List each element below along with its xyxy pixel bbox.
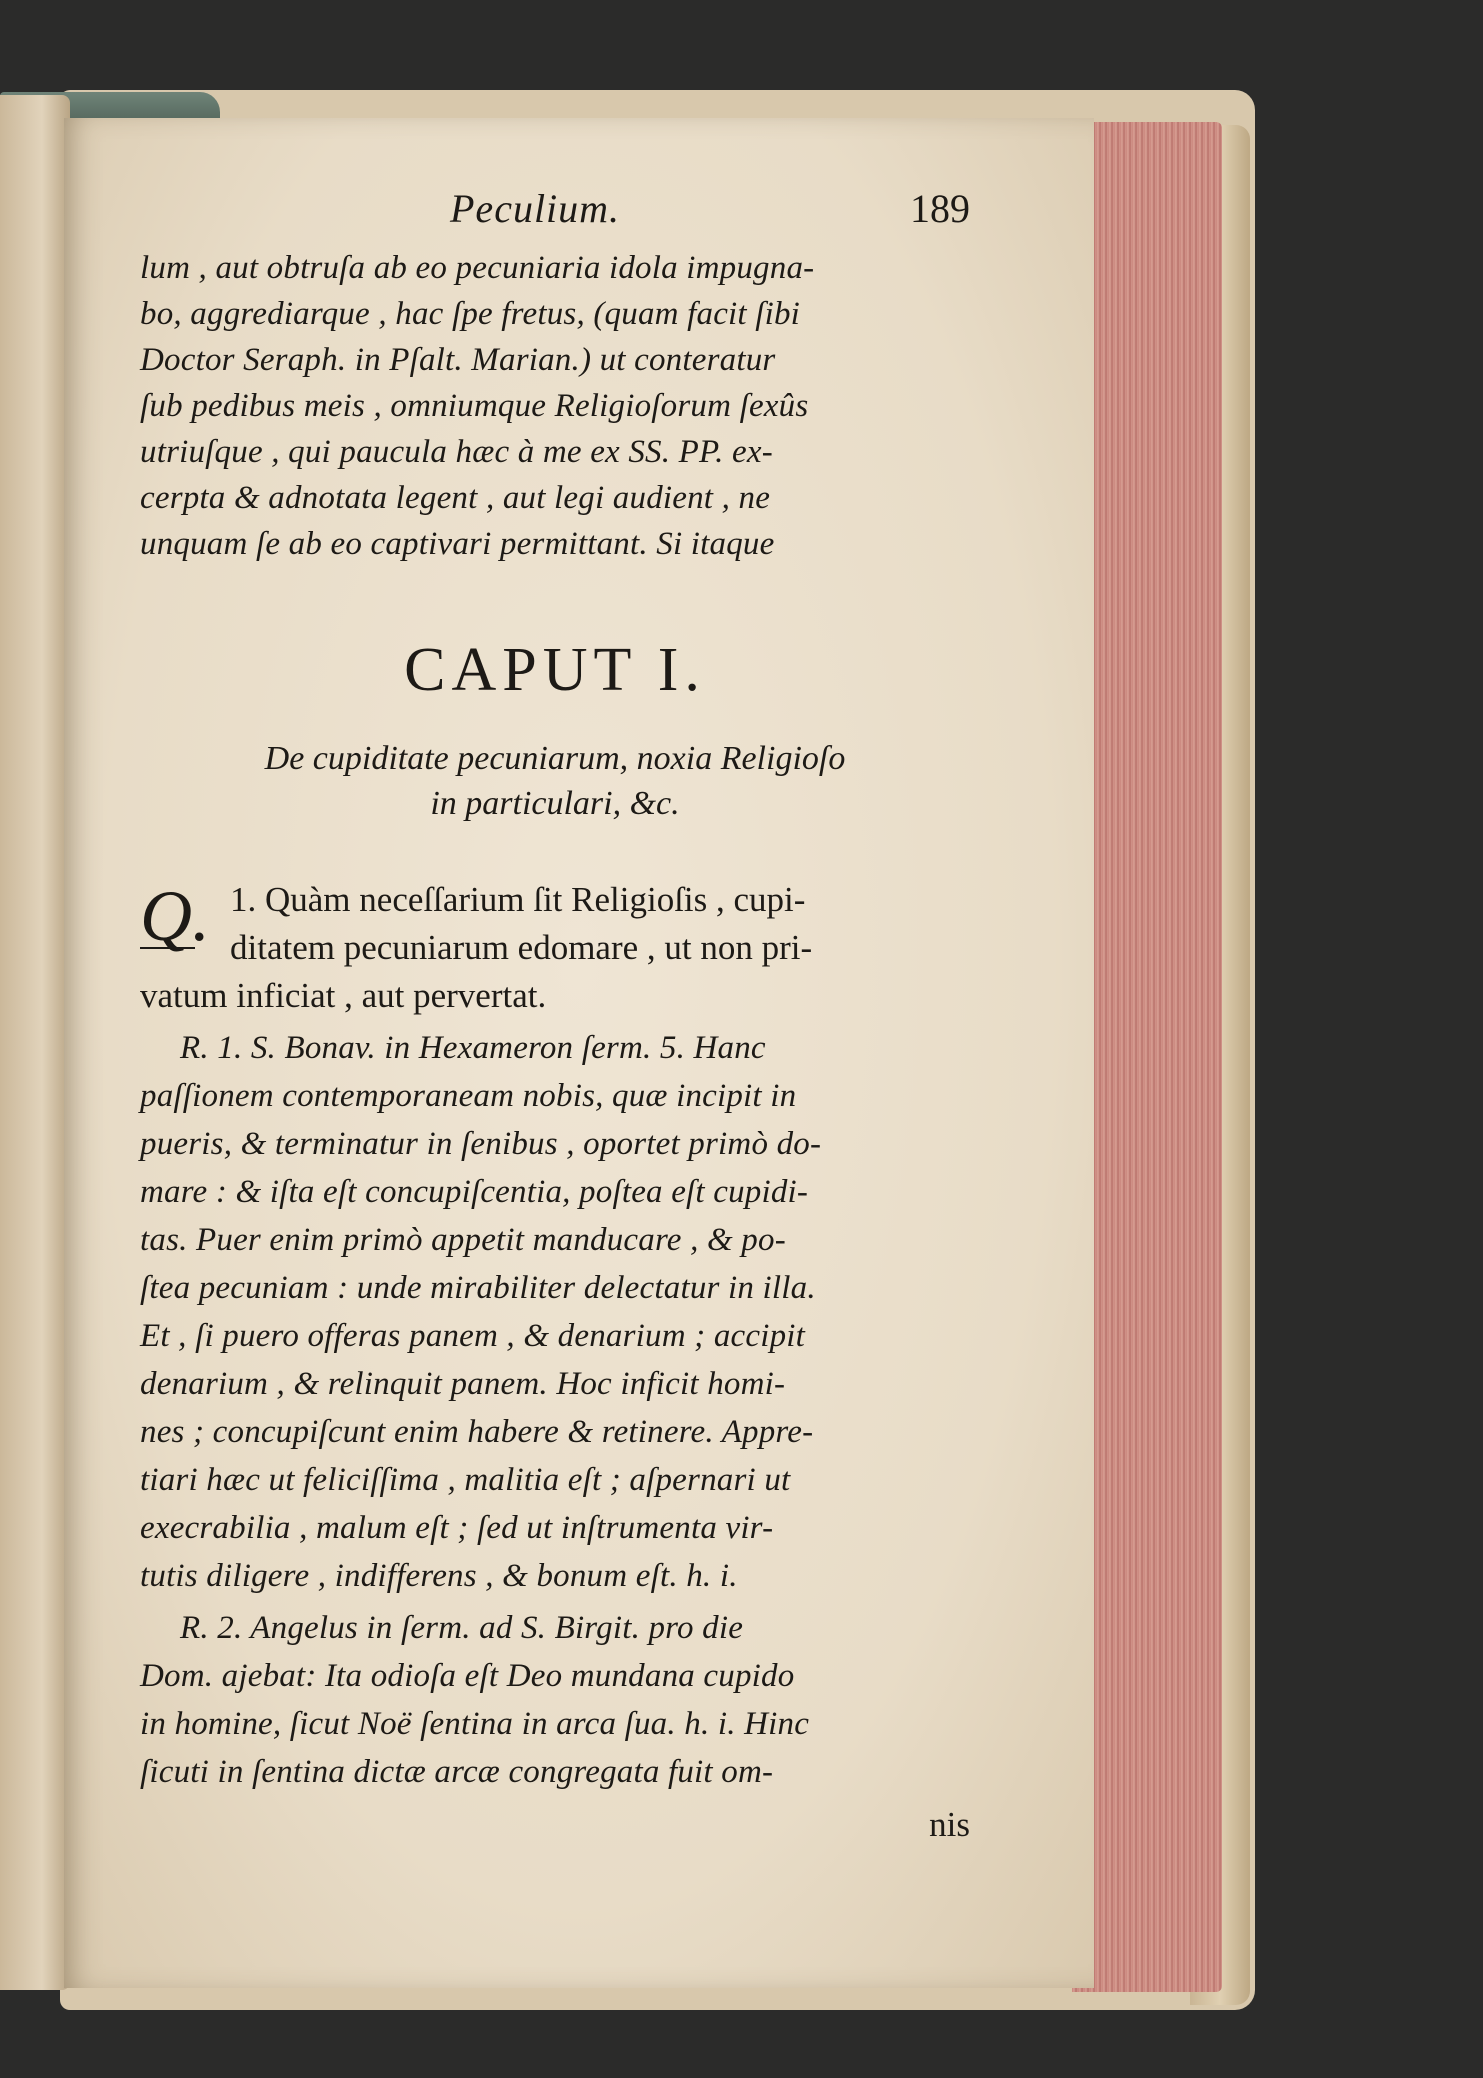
response-line: R. 1. S. Bonav. in Hexameron ſerm. 5. Hanc	[180, 1030, 766, 1066]
response-line: ſtea pecuniam : unde mirabiliter delectatur in illa.	[140, 1270, 816, 1306]
red-page-edges	[1072, 122, 1222, 1992]
response-line: nes ; concupiſcunt enim habere & retinere. Appre-	[140, 1414, 814, 1450]
intro-line: utriuſque , qui paucula hæc à me ex SS. PP. ex-	[140, 434, 773, 470]
chapter-subtitle: De cupiditate pecuniarum, noxia Religioſo	[264, 740, 846, 777]
chapter-title: CAPUT I.	[404, 636, 706, 704]
intro-line: ſub pedibus meis , omniumque Religioſorum ſexûs	[140, 388, 809, 424]
response-line: denarium , & relinquit panem. Hoc inficit homi-	[140, 1366, 786, 1402]
facing-page-edge	[0, 95, 70, 1990]
drop-letter: Q.	[140, 876, 210, 956]
response-line: pueris, & terminatur in ſenibus , oportet primò do-	[140, 1126, 822, 1162]
response-line: tas. Puer enim primò appetit manducare , & po-	[140, 1222, 786, 1258]
question-line: vatum inficiat , aut pervertat.	[140, 976, 547, 1015]
response-line: Et , ſi puero offeras panem , & denarium ; accipit	[140, 1318, 806, 1354]
response-line: mare : & iſta eſt concupiſcentia, poſtea eſt cupidi-	[140, 1174, 809, 1210]
page-header	[140, 185, 970, 245]
response-line: R. 2. Angelus in ſerm. ad S. Birgit. pro die	[180, 1610, 744, 1646]
intro-line: Doctor Seraph. in Pſalt. Marian.) ut conteratur	[140, 342, 776, 378]
catchword: nis	[929, 1805, 970, 1844]
response-line: execrabilia , malum eſt ; ſed ut inſtrumenta vir-	[140, 1510, 774, 1546]
response-line: ſicuti in ſentina dictæ arcæ congregata fuit om-	[140, 1754, 774, 1790]
intro-line: bo, aggrediarque , hac ſpe fretus, (quam facit ſibi	[140, 296, 801, 332]
response-line: tutis diligere , indifferens , & bonum eſt. h. i.	[140, 1558, 738, 1594]
question-line: ditatem pecuniarum edomare , ut non pri-	[230, 928, 813, 967]
intro-line: lum , aut obtruſa ab eo pecuniaria idola impugna-	[140, 250, 815, 286]
response-line: paſſionem contemporaneam nobis, quæ incipit in	[140, 1078, 797, 1114]
question-line: 1. Quàm neceſſarium ſit Religioſis , cupi-	[230, 880, 806, 919]
chapter-subtitle: in particulari, &c.	[430, 785, 680, 822]
response-line: tiari hæc ut feliciſſima , malitia eſt ; aſpernari ut	[140, 1462, 791, 1498]
intro-line: unquam ſe ab eo captivari permittant. Si itaque	[140, 526, 775, 562]
response-line: Dom. ajebat: Ita odioſa eſt Deo mundana cupido	[140, 1658, 795, 1694]
response-line: in homine, ſicut Noë ſentina in arca ſua. h. i. Hinc	[140, 1706, 810, 1742]
page-number: 189	[910, 186, 970, 231]
running-title: Peculium.	[450, 186, 621, 231]
intro-line: cerpta & adnotata legent , aut legi audient , ne	[140, 480, 771, 516]
